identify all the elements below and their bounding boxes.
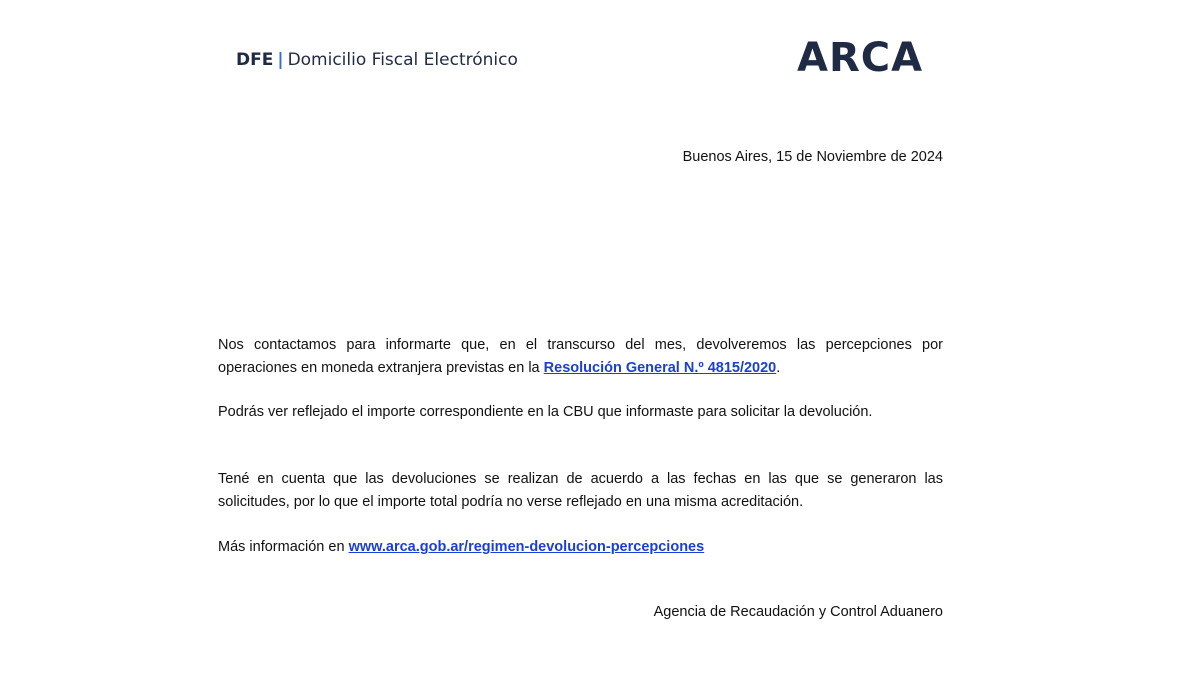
paragraph-intro-text: Nos contactamos para informarte que, en el transcurso del mes, devolveremos las percepciones por operaciones en moneda extranjera previstas en la [218,337,943,376]
more-info-text: Más información en [218,539,349,555]
paragraph-more-info [218,536,943,559]
brand-full-name: Domicilio Fiscal Electrónico [287,50,518,70]
paragraph-dates: Tené en cuenta que las devoluciones se realizan de acuerdo a las fechas en las que se generaron las solicitudes, por lo que el importe total podría no verse reflejado en una misma acreditación. [218,471,943,510]
brand-abbreviation: DFE [236,50,274,70]
header-brand [236,50,518,70]
more-info-link[interactable]: www.arca.gob.ar/regimen-devolucion-percepciones [348,539,705,555]
paragraph-cbu: Podrás ver reflejado el importe correspondiente en la CBU que informaste para solicitar la devolución. [218,404,873,420]
brand-separator: | [277,50,284,70]
letter-date: Buenos Aires, 15 de Noviembre de 2024 [682,149,943,165]
arca-logo: ARCA [797,35,924,81]
resolution-link[interactable]: Resolución General N.º 4815/2020 [543,360,777,376]
paragraph-intro [218,334,943,380]
paragraph-intro-end: . [776,360,781,376]
signature: Agencia de Recaudación y Control Aduanero [653,604,943,620]
